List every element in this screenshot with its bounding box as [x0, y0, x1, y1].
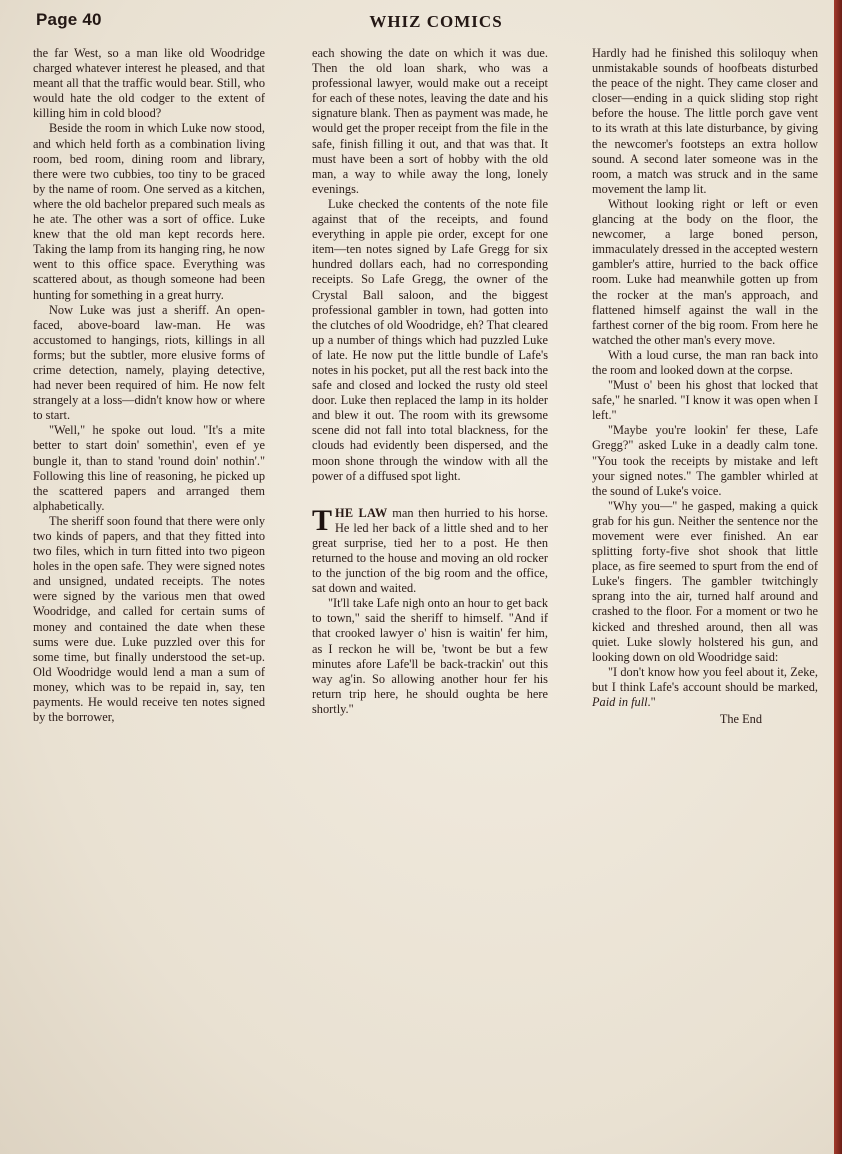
magazine-title: WHIZ COMICS — [369, 12, 503, 31]
section-opening-paragraph — [312, 503, 549, 597]
page-header — [36, 8, 816, 38]
paragraph: Without looking right or left or even glancing at the body on the floor, the newcomer, a large boned person, immaculately dressed in the accepted western gambler's attire, hurried to the back office room. Luke had meanwhile gotten up from the rocker at the man's approach, and flattened himself against the wall in the farthest corner of the big room. From here he watched the other man's every move. — [592, 196, 818, 347]
paragraph: "Maybe you're lookin' fer these, Lafe Gregg?" asked Luke in a deadly calm tone. "You took the receipts by mistake and left your signed notes." The gambler whirled at the sound of Luke's voice. — [592, 423, 818, 498]
paragraph: Hardly had he finished this soliloquy when unmistakable sounds of hoofbeats disturbed the peace of the night. They came closer and closer—ending in a quick sliding stop right before the house. The little porch gave vent to its wrath at this late disturbance, by giving the newcomer's footsteps an extra hollow sound. A second later someone was in the room, a match was struck and in the same movement the lamp lit. — [592, 46, 818, 196]
closing-paragraph — [592, 665, 818, 710]
page-number: Page 40 — [36, 10, 102, 29]
paragraph-text: "I don't know how you feel about it, Zeke, but I think Lafe's account should be marked, — [592, 664, 818, 694]
paragraph: "Well," he spoke out loud. "It's a mite better to start doin' somethin', even ef ye bungle it, than to stand 'round doin' nothin'." Following this line of reasoning, he picked up the scattered papers and arranged them alphabetically. — [33, 423, 265, 513]
paragraph: "Why you—" he gasped, making a quick grab for his gun. Neither the sentence nor the movement were ever finished. An ear splitting forty-five shot shook that little place, as fire seemed to spurt from the end of Luke's fingers. The gambler twitchingly sprang into the air, turned half around and crashed to the floor. For a moment or two he kicked and threshed around, then all was quiet. Luke slowly holstered his gun, and looking down on old Woodridge said: — [592, 498, 818, 664]
lead-in-text: HE LAW — [335, 505, 388, 520]
text-column-2 — [312, 46, 548, 717]
drop-cap: T — [312, 503, 333, 537]
italic-text: Paid in full — [592, 695, 648, 710]
paragraph: each showing the date on which it was due. Then the old loan shark, who was a professional lawyer, would make out a receipt for each of these notes, leaving the date and his signature blank. Then as payment was made, he would get the proper receipt from the file in the safe, finish filling it out, and that was that. It must have been a sort of hobby with the old man, a way to while away the long, lonely evenings. — [312, 46, 548, 196]
paragraph: Luke checked the contents of the note file against that of the receipts, and found everything in apple pie order, except for one item—ten notes signed by Lafe Gregg for six hundred dollars each, had no corresponding receipts. So Lafe Gregg, the owner of the Crystal Ball saloon, and the biggest professional gambler in town, had gotten into the clutches of old Woodridge, eh? That cleared up a number of things which had puzzled Luke of late. He now put the little bundle of Lafe's notes in his pocket, put all the rest back into the safe and closed and locked the rusty old steel door. Luke then replaced the lamp in its holder and blew it out. The room with its grewsome scene did not fall into total blackness, for the clouds had evidently been dispersed, and the moon shone through the window with all the power of a diffused spot light. — [312, 196, 548, 483]
text-column-1 — [33, 46, 265, 725]
paragraph: With a loud curse, the man ran back into the room and looked down at the corpse. — [592, 347, 818, 377]
text-column-3 — [592, 46, 818, 727]
paragraph: the far West, so a man like old Woodridge charged whatever interest he pleased, and that meant all that the traffic would bear. Still, who would hate the old codger to the extent of killing him in cold blood? — [33, 46, 265, 121]
paragraph: "It'll take Lafe nigh onto an hour to get back to town," said the sheriff to himself. "And if that crooked lawyer o' hisn is waitin' fer him, as I reckon he will be, 'twont be but a few minutes afore Lafe'll be back-trackin' out this way ag'in. So allowing another hour fer his return trip here, he should oughta be here shortly." — [312, 596, 548, 716]
paragraph-text-end: ." — [647, 695, 656, 710]
section-break — [312, 484, 548, 506]
page-edge — [834, 0, 842, 1154]
paragraph-text: man then hurried to his horse. He led her back of a little shed and to her great surprise, tied her to a post. He then returned to the house and moving an old rocker to the junction of the big room and the office, sat down and waited. — [312, 505, 549, 596]
paragraph: "Must o' been his ghost that locked that safe," he snarled. "I know it was open when I left." — [592, 378, 818, 423]
paragraph: Beside the room in which Luke now stood, and which held forth as a combination living room, bed room, dining room and library, there were two cubbies, too tiny to be graced by the name of room. One served as a kitchen, where the old bachelor prepared such meals as he ate. The other was a sort of office. Luke knew that the old man kept records here. Taking the lamp from its hanging ring, he now went to this office space. Everything was scattered about, as though someone had been hunting for something in a great hurry. — [33, 121, 265, 302]
the-end-mark: The End — [719, 712, 762, 727]
paragraph: The sheriff soon found that there were only two kinds of papers, and that they fitted into two files, which in turn fitted into two pigeon holes in the open safe. They were signed notes and unsigned, undated receipts. The notes were signed by the various men that owed Woodridge, and called for certain sums of money and contained the date when these sums were due. Luke puzzled over this for some time, but finally understood the set-up. Old Woodridge would lend a man a sum of money, which was to be repaid in, say, ten payments. He would receive ten notes signed by the borrower, — [33, 513, 265, 725]
paragraph: Now Luke was just a sheriff. An open-faced, above-board law-man. He was accustomed to hangings, riots, killings in all forms; but the subtler, more elusive forms of crime detection, namely, playing detective, had never been required of him. He now felt strangely at a loss—didn't know how or where to start. — [33, 302, 265, 423]
